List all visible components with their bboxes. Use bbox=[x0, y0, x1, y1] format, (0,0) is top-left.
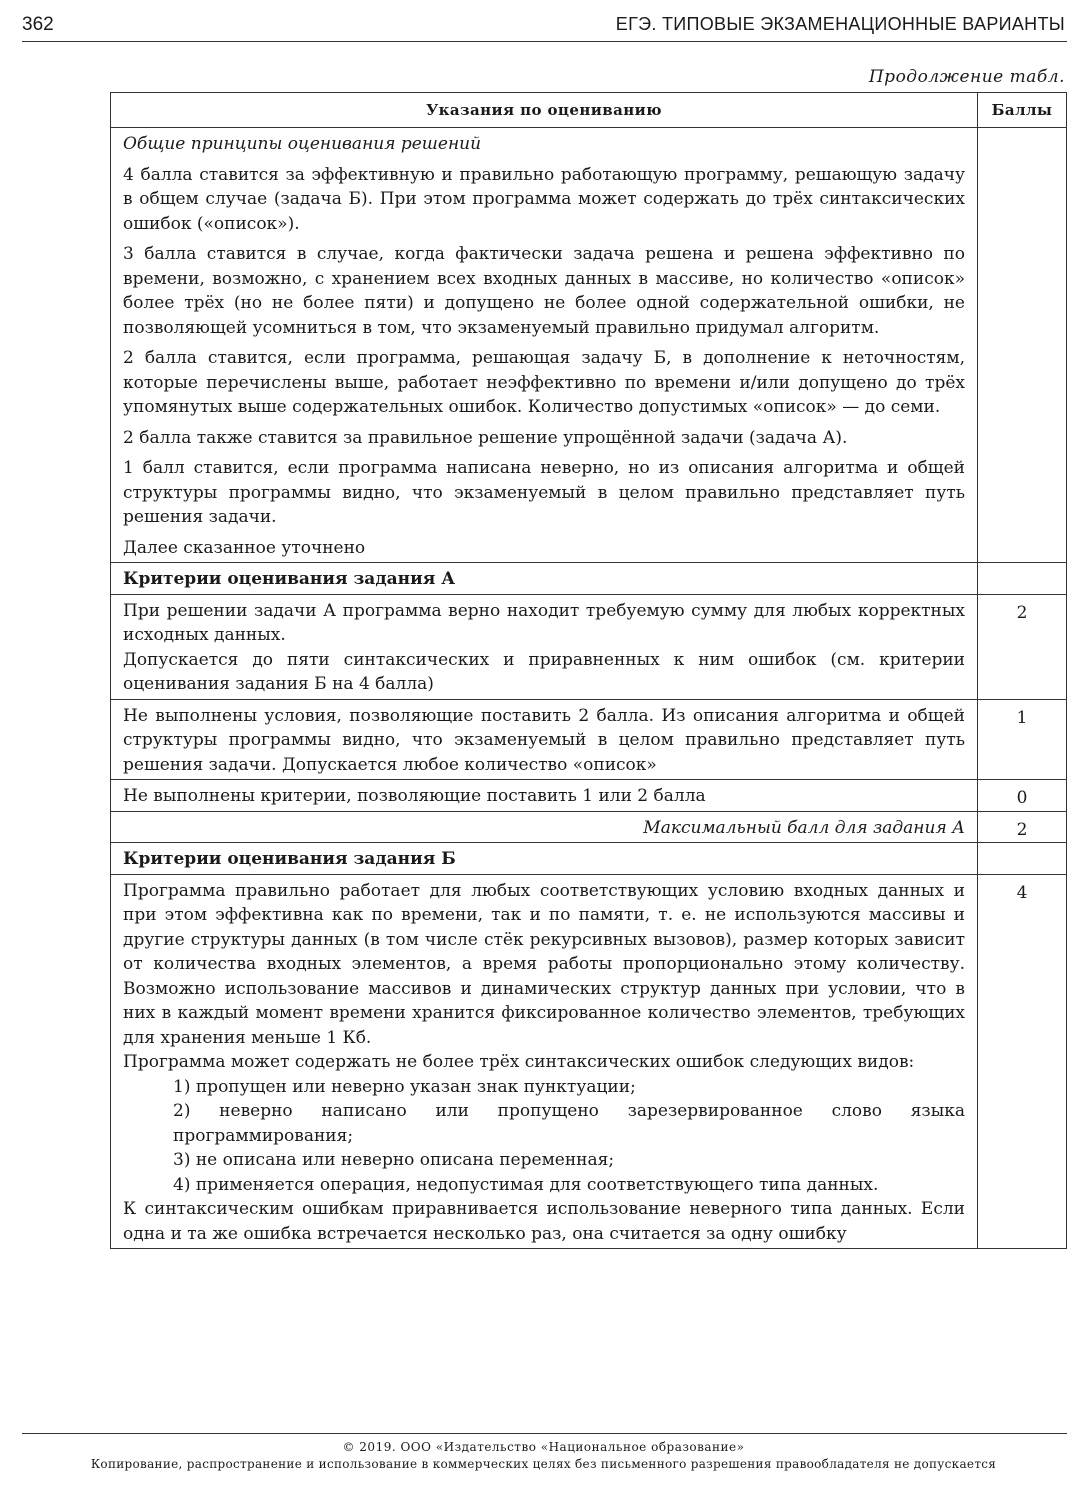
table-continuation-label: Продолжение табл. bbox=[868, 67, 1065, 87]
task-a-max-score: 2 bbox=[978, 811, 1067, 843]
table-header-row bbox=[111, 93, 1067, 128]
header-divider bbox=[22, 41, 1067, 42]
general-paragraph: 2 балла ставится, если программа, решающая задачу Б, в дополнение к неточностям, которые перечислены выше, работает неэффективно по времени и/или допущено до трёх упомянутых выше содержательных ошибок. Количество допустимых «описок» — до семи. bbox=[123, 348, 965, 417]
general-paragraph: 1 балл ставится, если программа написана неверно, но из описания алгоритма и общей структуры программы видно, что экзаменуемый в целом правильно представляет путь решения задачи. bbox=[123, 458, 965, 527]
general-paragraph: 3 балла ставится в случае, когда фактически задача решена и решена эффективно по времени, возможно, с хранением всех входных данных в массиве, но количество «описок» более трёх (но не более пяти) и допущено не более одной содержательной ошибки, не позволяющей усомниться в том, что экзаменуемый правильно придумал алгоритм. bbox=[123, 244, 965, 338]
general-paragraph: 4 балла ставится за эффективную и правильно работающую программу, решающую задачу в общем случае (задача Б). При этом программа может содержать до трёх синтаксических ошибок («описок»). bbox=[123, 164, 965, 234]
general-paragraph: 2 балла также ставится за правильное решение упрощённой задачи (задача А). bbox=[123, 427, 848, 448]
task-a-title: Критерии оценивания задания А bbox=[111, 563, 978, 595]
criterion-text: Программа правильно работает для любых соответствующих условию входных данных и при этом эффективна как по времени, так и по памяти, т. е. не используются массивы и другие структуры данных (в том числе стёк рекурсивных вызовов), размер которых зависит от количества входных элементов, а время работы пропорционально этому количеству. Возможно использование массивов и динамических структур данных при условии, что в них в каждый момент времени хранится фиксированное количество элементов, требующих для хранения меньше 1 Кб. bbox=[123, 880, 965, 1048]
error-type-item: 1) пропущен или неверно указан знак пунктуации; bbox=[173, 1076, 636, 1097]
error-type-item: 2) неверно написано или пропущено зарезервированное слово языка программирования; bbox=[173, 1101, 965, 1146]
criterion-text: При решении задачи А программа верно находит требуемую сумму для любых корректных исходных данных. bbox=[123, 600, 965, 645]
column-header-points: Баллы bbox=[978, 93, 1067, 128]
general-principles-cell bbox=[111, 128, 978, 563]
criterion-cell bbox=[111, 874, 978, 1249]
criterion-cell bbox=[111, 780, 978, 812]
score-value: 4 bbox=[978, 874, 1067, 1249]
criterion-cell bbox=[111, 699, 978, 780]
table-row-task-a-max bbox=[111, 811, 1067, 843]
score-value: 1 bbox=[978, 699, 1067, 780]
errors-intro: Программа может содержать не более трёх синтаксических ошибок следующих видов: bbox=[123, 1052, 915, 1072]
criterion-text: К синтаксическим ошибкам приравнивается использование неверного типа данных. Если одна и та же ошибка встречается несколько раз, она считается за одну ошибку bbox=[123, 1199, 965, 1244]
error-type-item: 4) применяется операция, недопустимая для соответствующего типа данных. bbox=[173, 1174, 879, 1195]
score-value: 0 bbox=[978, 780, 1067, 812]
footer-notice: Копирование, распространение и использование в коммерческих целях без письменного разрешения правообладателя не допускается bbox=[90, 1457, 997, 1471]
criterion-text: Не выполнены условия, позволяющие поставить 2 балла. Из описания алгоритма и общей структуры программы видно, что экзаменуемый в целом правильно представляет путь решения задачи. Допускается любое количество «описок» bbox=[123, 705, 965, 775]
table-row-general-principles bbox=[111, 128, 1067, 563]
page-number: 362 bbox=[22, 14, 54, 35]
criterion-cell bbox=[111, 594, 978, 699]
criterion-text: Не выполнены критерии, позволяющие поставить 1 или 2 балла bbox=[123, 786, 706, 806]
footer-copyright: © 2019. ООО «Издательство «Национальное образование» bbox=[342, 1440, 745, 1454]
footer-divider bbox=[22, 1433, 1067, 1434]
error-type-item: 3) не описана или неверно описана переменная; bbox=[173, 1150, 615, 1170]
table-row bbox=[111, 874, 1067, 1249]
table-row bbox=[111, 594, 1067, 699]
table-row-task-a-title bbox=[111, 563, 1067, 595]
table-row bbox=[111, 780, 1067, 812]
score-cell-empty bbox=[978, 563, 1067, 595]
general-principles-title: Общие принципы оценивания решений bbox=[123, 134, 482, 154]
table-row-task-b-title bbox=[111, 843, 1067, 875]
grading-criteria-table bbox=[110, 92, 1067, 1249]
criterion-text: Допускается до пяти синтаксических и приравненных к ним ошибок (см. критерии оценивания задания Б на 4 балла) bbox=[123, 649, 965, 694]
running-title: ЕГЭ. ТИПОВЫЕ ЭКЗАМЕНАЦИОННЫЕ ВАРИАНТЫ bbox=[615, 14, 1065, 34]
general-paragraph: Далее сказанное уточнено bbox=[123, 537, 366, 558]
task-b-title: Критерии оценивания задания Б bbox=[111, 843, 978, 875]
table-row bbox=[111, 699, 1067, 780]
task-a-max-label: Максимальный балл для задания А bbox=[111, 811, 978, 843]
score-value: 2 bbox=[978, 594, 1067, 699]
score-cell-empty bbox=[978, 843, 1067, 875]
score-cell-empty bbox=[978, 128, 1067, 563]
column-header-instructions: Указания по оцениванию bbox=[111, 93, 978, 128]
